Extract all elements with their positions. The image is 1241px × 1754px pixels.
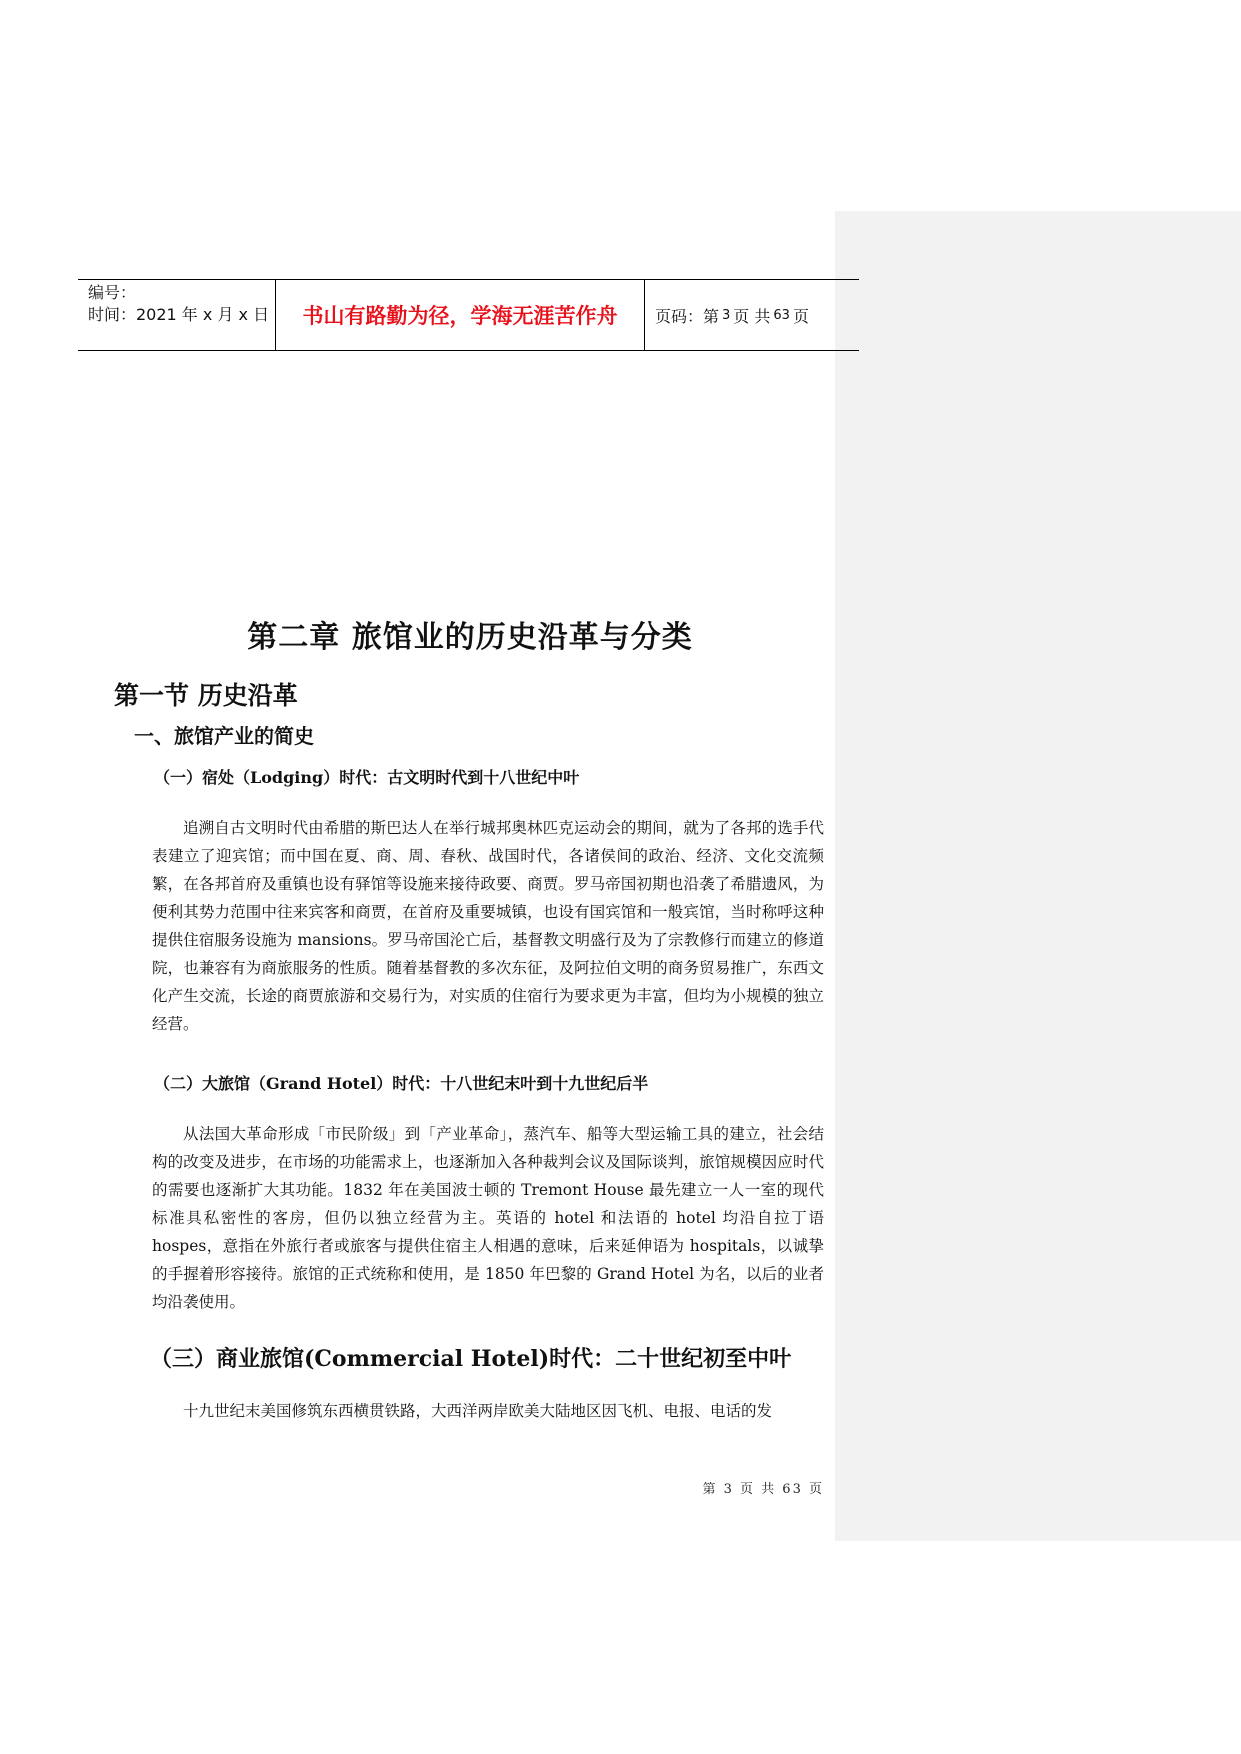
header-page-current: 3 bbox=[722, 307, 731, 323]
header-page-info bbox=[645, 280, 859, 350]
section-title: 第一节 历史沿革 bbox=[114, 681, 298, 710]
footer-current: 3 bbox=[723, 1482, 734, 1497]
document-header-table bbox=[78, 279, 859, 351]
part-3-body: 十九世纪末美国修筑东西横贯铁路，大西洋两岸欧美大陆地区因飞机、电报、电话的发 bbox=[183, 1402, 773, 1420]
header-page-label-pre: 页码：第 bbox=[655, 306, 720, 326]
footer-post: 页 bbox=[808, 1482, 824, 1497]
header-page-total: 63 bbox=[773, 307, 790, 323]
part-3-heading: （三）商业旅馆(Commercial Hotel)时代：二十世纪初至中叶 bbox=[150, 1346, 792, 1372]
header-time: 时间：2021 年 x 月 x 日 bbox=[88, 305, 270, 324]
header-number-label: 编号： bbox=[88, 283, 137, 302]
footer-mid: 页 共 bbox=[740, 1482, 777, 1497]
part-1-heading: （一）宿处（Lodging）时代：古文明时代到十八世纪中叶 bbox=[154, 768, 580, 787]
header-page-label-mid: 页 共 bbox=[733, 306, 771, 326]
page-footer bbox=[700, 1478, 824, 1497]
part-2-heading: （二）大旅馆（Grand Hotel）时代：十八世纪末叶到十九世纪后半 bbox=[154, 1074, 649, 1093]
part-2-body: 从法国大革命形成「市民阶级」到「产业革命」，蒸汽车、船等大型运输工具的建立，社会结构的改变及进步，在市场的功能需求上，也逐渐加入各种裁判会议及国际谈判，旅馆规模因应时代的需要也逐渐扩大其功能。1832 年在美国波士顿的 Tremont House 最先建立一人一室的现代标准具私密性的客房，但仍以独立经营为主。英语的 hotel 和法语的 hotel 均沿自拉丁语 hospes，意指在外旅行者或旅客与提供住宿主人相遇的意味，后来延伸语为 hospitals，以诚挚的手握着形容接待。旅馆的正式统称和使用，是 1850 年巴黎的 Grand Hotel 为名，以后的业者均沿袭使用。 bbox=[152, 1125, 824, 1311]
part-1-body: 追溯自古文明时代由希腊的斯巴达人在举行城邦奥林匹克运动会的期间，就为了各邦的选手代表建立了迎宾馆；而中国在夏、商、周、春秋、战国时代，各诸侯间的政治、经济、文化交流频繁，在各邦首府及重镇也设有驿馆等设施来接待政要、商贾。罗马帝国初期也沿袭了希腊遗风，为便利其势力范围中往来宾客和商贾，在首府及重要城镇，也设有国宾馆和一般宾馆，当时称呼这种提供住宿服务设施为 mansions。罗马帝国沦亡后，基督教文明盛行及为了宗教修行而建立的修道院，也兼容有为商旅服务的性质。随着基督教的多次东征，及阿拉伯文明的商务贸易推广，东西文化产生交流，长途的商贾旅游和交易行为，对实质的住宿行为要求更为丰富，但均为小规模的独立经营。 bbox=[152, 819, 824, 1033]
header-motto: 书山有路勤为径，学海无涯苦作舟 bbox=[276, 280, 645, 350]
chapter-title: 第二章 旅馆业的历史沿革与分类 bbox=[247, 620, 693, 655]
header-left-cell bbox=[78, 280, 276, 350]
footer-total: 63 bbox=[782, 1482, 803, 1497]
footer-pre: 第 bbox=[702, 1482, 718, 1497]
comment-margin-panel bbox=[835, 211, 1241, 1541]
header-page-label-post: 页 bbox=[792, 306, 809, 326]
subsection-title: 一、旅馆产业的简史 bbox=[134, 724, 314, 748]
